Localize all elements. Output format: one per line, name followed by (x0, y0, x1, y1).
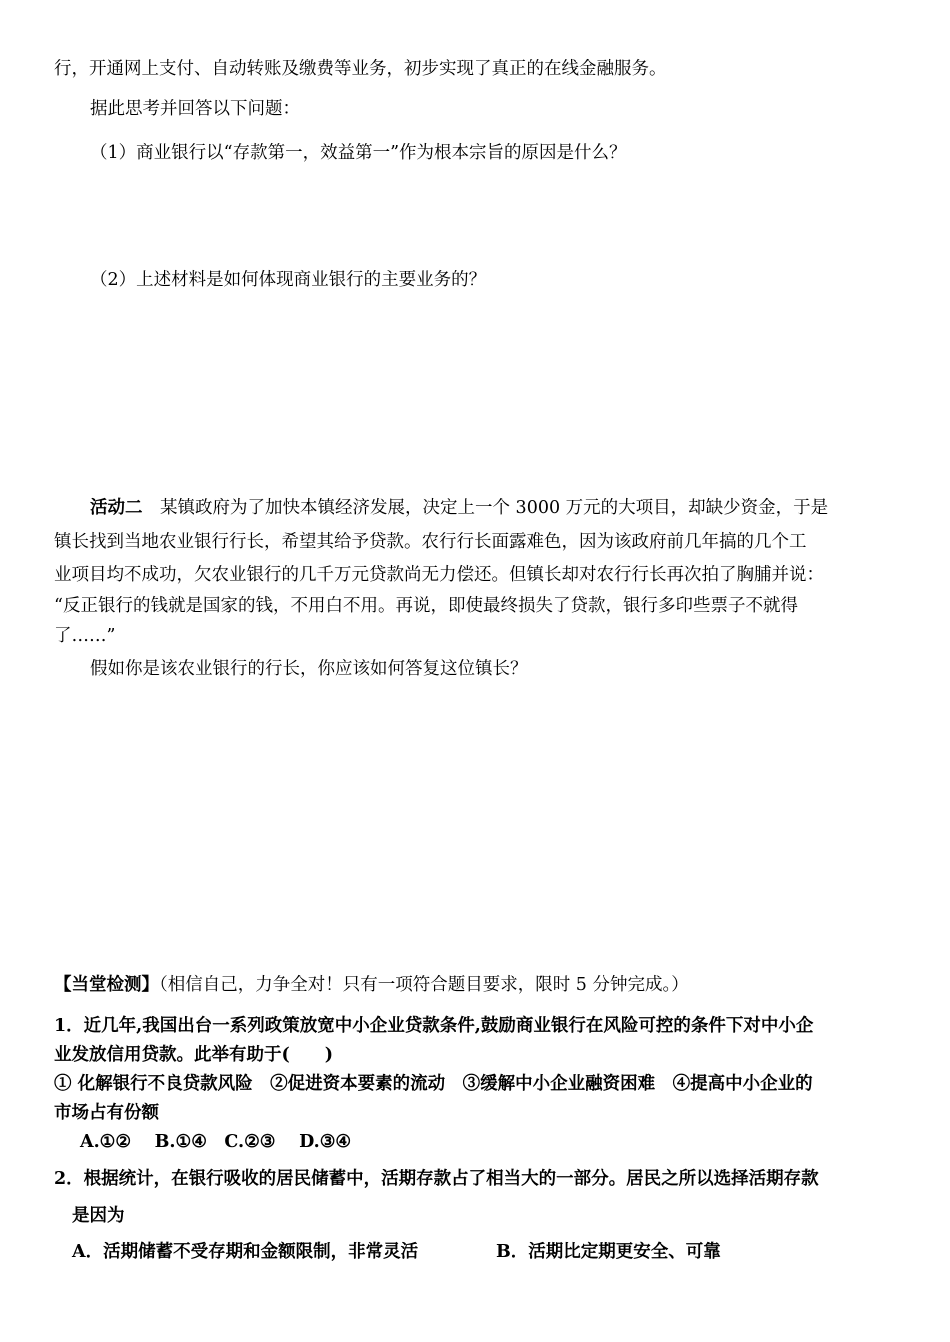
activity2-question: 假如你是该农业银行的行长，你应该如何答复这位镇长？ (90, 659, 528, 679)
check-heading (54, 973, 689, 997)
mcq-1-options: A.①② B.①④ C.②③ D.③④ (80, 1132, 352, 1152)
check-note: （相信自己，力争全对！只有一项符合题目要求，限时 5 分钟完成。） (159, 975, 689, 995)
prompt-text: 据此思考并回答以下问题： (90, 99, 300, 119)
paragraph-continuation: 行，开通网上支付、自动转账及缴费等业务，初步实现了真正的在线金融服务。 (54, 59, 667, 79)
check-title: 【当堂检测】 (54, 975, 159, 995)
mcq-2-option-b: B．活期比定期更安全、可靠 (496, 1242, 721, 1262)
mcq-1-line2: 业发放信用贷款。此举有助于( ) (54, 1045, 334, 1065)
mcq-1-line3: ① 化解银行不良贷款风险 ②促进资本要素的流动 ③缓解中小企业融资困难 ④提高中小企业的 (54, 1074, 813, 1094)
activity2-line4: “反正银行的钱就是国家的钱，不用白不用。再说，即使最终损失了贷款，银行多印些票子不就得 (54, 596, 798, 616)
question-1: （1）商业银行以“存款第一，效益第一”作为根本宗旨的原因是什么？ (90, 143, 627, 163)
activity2-line1: 活动二 某镇政府为了加快本镇经济发展，决定上一个 3000 万元的大项目，却缺少资金，于是 (90, 498, 829, 518)
mcq-2-line1: 2．根据统计，在银行吸收的居民储蓄中，活期存款占了相当大的一部分。居民之所以选择活期存款 (54, 1169, 819, 1189)
activity2-line5: 了……” (54, 626, 116, 646)
activity2-line3: 业项目均不成功，欠农业银行的几千万元贷款尚无力偿还。但镇长却对农行行长再次拍了胸脯并说： (54, 565, 824, 585)
mcq-2-option-a: A．活期储蓄不受存期和金额限制，非常灵活 (72, 1242, 419, 1262)
activity2-label: 活动二 (90, 498, 143, 518)
mcq-2-line2: 是因为 (72, 1206, 125, 1226)
activity2-line2: 镇长找到当地农业银行行长，希望其给予贷款。农行行长面露难色，因为该政府前几年搞的几个工 (54, 532, 807, 552)
question-2: （2）上述材料是如何体现商业银行的主要业务的？ (90, 270, 487, 290)
mcq-1-line4: 市场占有份额 (54, 1103, 159, 1123)
mcq-1-line1: 1．近几年,我国出台一系列政策放宽中小企业贷款条件,鼓励商业银行在风险可控的条件下对中小企 (54, 1016, 814, 1036)
